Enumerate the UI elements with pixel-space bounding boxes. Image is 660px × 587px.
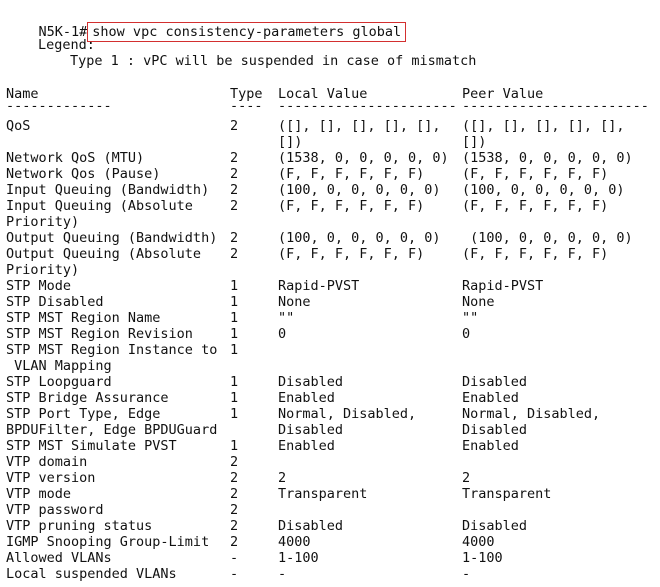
table-row (0, 550, 660, 566)
cell-local-value: 1-100 (278, 550, 319, 566)
table-row (0, 230, 660, 246)
cell-peer-value: (F, F, F, F, F, F) (462, 246, 609, 262)
cell-type: 1 (230, 390, 239, 406)
cell-local-value: (F, F, F, F, F, F) (278, 166, 425, 182)
table-row (0, 198, 660, 230)
header-local-value: Local Value (278, 86, 368, 102)
table-row (0, 326, 660, 342)
cell-local-value: (F, F, F, F, F, F) (278, 246, 425, 262)
command-text[interactable]: show vpc consistency-parameters global (87, 22, 406, 42)
cell-name: QoS (6, 118, 31, 134)
cell-local-value: (F, F, F, F, F, F) (278, 198, 425, 214)
cell-type: 1 (230, 438, 239, 454)
cell-name: IGMP Snooping Group-Limit (6, 534, 210, 550)
cell-peer-value: 1-100 (462, 550, 503, 566)
table-row (0, 166, 660, 182)
cell-peer-value: Enabled (462, 390, 519, 406)
cell-type: 2 (230, 182, 239, 198)
table-row (0, 294, 660, 310)
cell-local-value: (1538, 0, 0, 0, 0, 0) (278, 150, 449, 166)
table-row (0, 534, 660, 550)
cell-name: STP MST Region Instance to VLAN Mapping (6, 342, 218, 374)
cell-type: 2 (230, 454, 239, 470)
cell-local-value: - (278, 566, 287, 582)
cell-type: - (230, 550, 239, 566)
table-row (0, 118, 660, 150)
cell-local-value: (100, 0, 0, 0, 0, 0) (278, 230, 441, 246)
cell-type: 1 (230, 294, 239, 310)
cell-name: STP Port Type, Edge BPDUFilter, Edge BPDUGuard (6, 406, 218, 438)
cell-name: STP Loopguard (6, 374, 112, 390)
table-row (0, 486, 660, 502)
cell-type: 2 (230, 486, 239, 502)
table-row (0, 502, 660, 518)
cell-peer-value: Transparent (462, 486, 552, 502)
table-row (0, 150, 660, 166)
cell-type: 2 (230, 502, 239, 518)
cell-peer-value: "" (462, 310, 479, 326)
cell-name: VTP domain (6, 454, 88, 470)
cell-peer-value: Rapid-PVST (462, 278, 544, 294)
cell-type: 1 (230, 342, 239, 358)
cell-type: 1 (230, 278, 239, 294)
cell-name: STP MST Simulate PVST (6, 438, 177, 454)
cell-name: Allowed VLANs (6, 550, 112, 566)
cell-local-value: "" (278, 310, 295, 326)
table-row (0, 390, 660, 406)
cell-type: 1 (230, 310, 239, 326)
table-row (0, 470, 660, 486)
cell-name: VTP version (6, 470, 96, 486)
prompt: N5K-1# (38, 24, 88, 40)
divider-local: ---------------------- (278, 102, 457, 110)
cell-local-value: Rapid-PVST (278, 278, 360, 294)
legend-text: Type 1 : vPC will be suspended in case of mismatch (70, 53, 477, 69)
divider-name: ------------- (6, 102, 112, 110)
cell-peer-value: Normal, Disabled, Disabled (462, 406, 601, 438)
cell-peer-value: 0 (462, 326, 471, 342)
table-row (0, 246, 660, 278)
cell-peer-value: - (462, 566, 471, 582)
cell-local-value: (100, 0, 0, 0, 0, 0) (278, 182, 441, 198)
cell-name: Output Queuing (Absolute Priority) (6, 246, 202, 278)
cell-name: STP MST Region Name (6, 310, 161, 326)
cell-type: 2 (230, 518, 239, 534)
table-row (0, 342, 660, 374)
cell-name: Output Queuing (Bandwidth) (6, 230, 218, 246)
table-row (0, 278, 660, 294)
table-row (0, 454, 660, 470)
cell-name: Network Qos (Pause) (6, 166, 161, 182)
cell-name: VTP password (6, 502, 104, 518)
cell-name: VTP mode (6, 486, 72, 502)
cell-local-value: Enabled (278, 390, 335, 406)
divider-peer: ----------------------- (462, 102, 649, 110)
cell-peer-value: None (462, 294, 495, 310)
table-row (0, 566, 660, 582)
cell-type: 2 (230, 246, 239, 262)
table-row (0, 406, 660, 438)
cell-peer-value: ([], [], [], [], [], []) (462, 118, 625, 150)
cell-peer-value: (100, 0, 0, 0, 0, 0) (462, 182, 625, 198)
cell-local-value: None (278, 294, 311, 310)
header-peer-value: Peer Value (462, 86, 544, 102)
cell-name: STP Bridge Assurance (6, 390, 169, 406)
table-row (0, 182, 660, 198)
cell-name: Network QoS (MTU) (6, 150, 145, 166)
divider-type: ---- (230, 102, 263, 110)
cell-local-value: ([], [], [], [], [], []) (278, 118, 441, 150)
cell-peer-value: 2 (462, 470, 471, 486)
cell-type: 2 (230, 230, 239, 246)
table-row (0, 374, 660, 390)
table-row (0, 310, 660, 326)
cell-type: 1 (230, 326, 239, 342)
cell-type: 2 (230, 534, 239, 550)
cell-local-value: 2 (278, 470, 287, 486)
header-name: Name (6, 86, 39, 102)
cell-type: 2 (230, 118, 239, 134)
cell-type: 1 (230, 406, 239, 422)
cell-peer-value: (100, 0, 0, 0, 0, 0) (462, 230, 633, 246)
cell-type: 1 (230, 374, 239, 390)
cell-name: VTP pruning status (6, 518, 153, 534)
cell-peer-value: Enabled (462, 438, 519, 454)
cell-peer-value: (F, F, F, F, F, F) (462, 198, 609, 214)
cell-peer-value: Disabled (462, 374, 528, 390)
cell-local-value: Transparent (278, 486, 368, 502)
cell-local-value: Enabled (278, 438, 335, 454)
cell-local-value: 4000 (278, 534, 311, 550)
cell-local-value: 0 (278, 326, 287, 342)
cell-name: STP Mode (6, 278, 72, 294)
cell-peer-value: Disabled (462, 518, 528, 534)
cell-type: - (230, 566, 239, 582)
cell-type: 2 (230, 150, 239, 166)
cell-type: 2 (230, 470, 239, 486)
cell-local-value: Disabled (278, 518, 344, 534)
cell-name: Input Queuing (Bandwidth) (6, 182, 210, 198)
legend-title: Legend: (38, 37, 95, 53)
cell-name: STP MST Region Revision (6, 326, 193, 342)
table-row (0, 438, 660, 454)
cell-type: 2 (230, 198, 239, 214)
cell-name: Local suspended VLANs (6, 566, 177, 582)
cell-peer-value: (1538, 0, 0, 0, 0, 0) (462, 150, 633, 166)
table-row (0, 518, 660, 534)
cell-local-value: Normal, Disabled, Disabled (278, 406, 417, 438)
cell-peer-value: 4000 (462, 534, 495, 550)
cell-peer-value: (F, F, F, F, F, F) (462, 166, 609, 182)
cell-type: 2 (230, 166, 239, 182)
cell-local-value: Disabled (278, 374, 344, 390)
cell-name: Input Queuing (Absolute Priority) (6, 198, 193, 230)
cell-name: STP Disabled (6, 294, 104, 310)
header-type: Type (230, 86, 263, 102)
